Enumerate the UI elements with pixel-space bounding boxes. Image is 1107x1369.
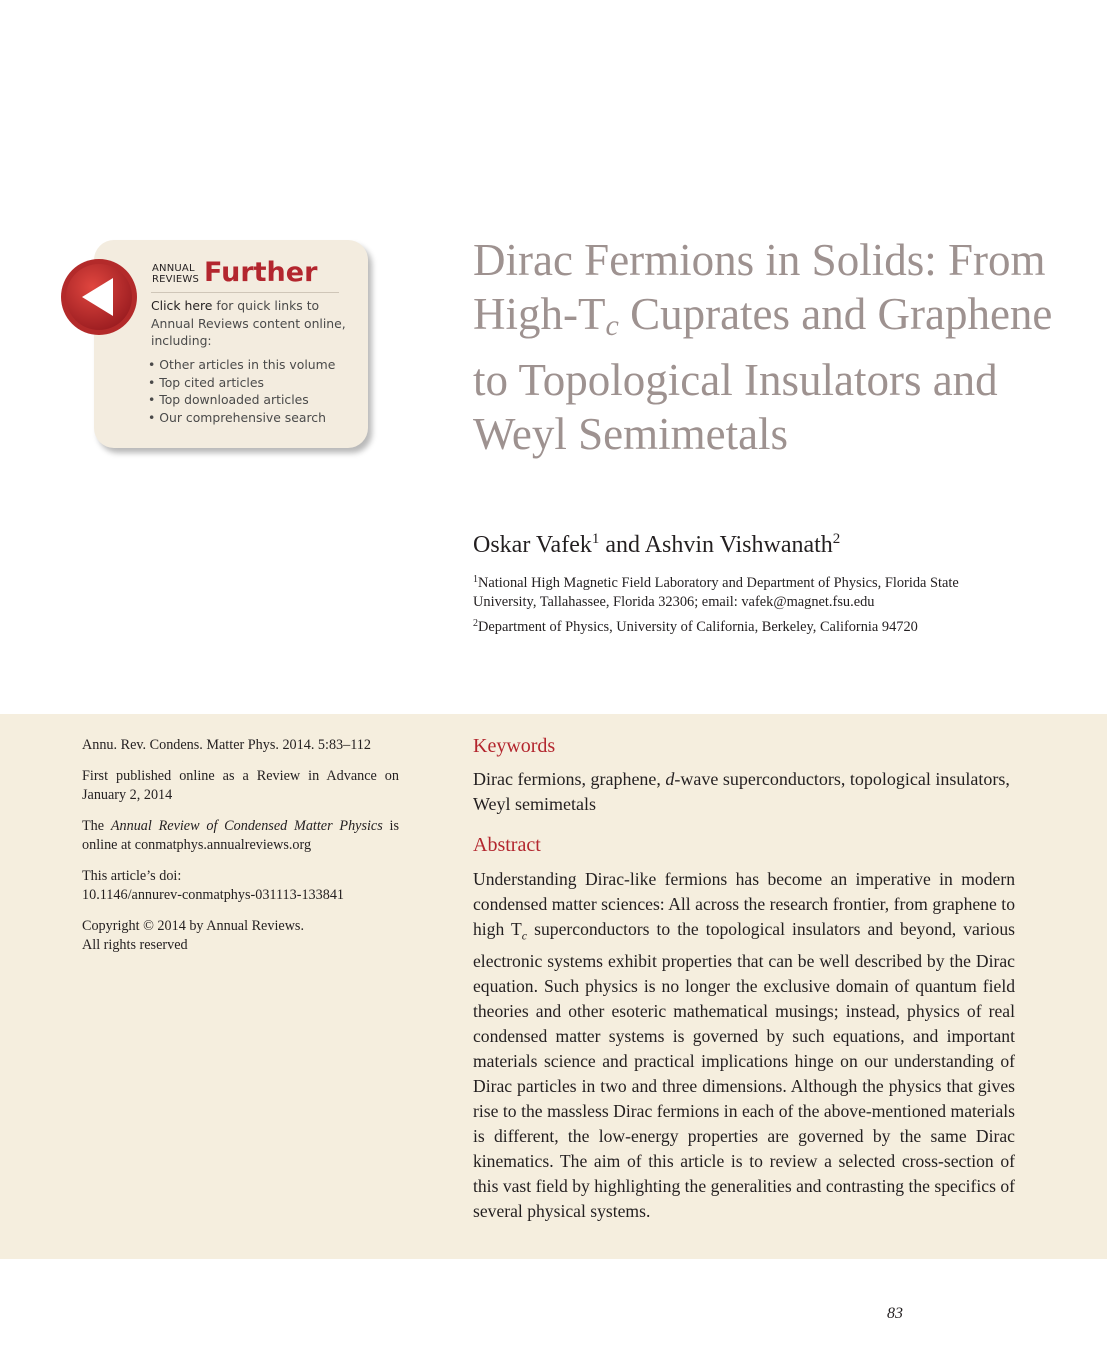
author-name: Ashvin Vishwanath (644, 532, 833, 558)
further-description-text: for quick links to Annual Reviews content online, including: (151, 298, 346, 348)
author-name: Oskar Vafek (473, 532, 592, 558)
further-title: Further (204, 257, 318, 288)
title-text-part1: Dirac Fermions in Solids: From High-T (473, 235, 1046, 339)
journal-note (82, 817, 399, 855)
keywords-text (473, 767, 1018, 817)
author-affiliation-marker: 1 (591, 531, 600, 547)
copyright-block (82, 917, 399, 955)
doi-value[interactable]: 10.1146/annurev-conmatphys-031113-133841 (82, 887, 345, 903)
keywords-pre: Dirac fermions, graphene, (473, 769, 666, 789)
further-divider (151, 292, 339, 293)
further-link-item[interactable]: • Top cited articles (148, 374, 264, 390)
keywords-post: -wave superconductors, topological insulators, Weyl semimetals (473, 769, 1010, 814)
publication-date: First published online as a Review in Advance on January 2, 2014 (82, 768, 399, 803)
abstract-post: superconductors to the topological insulators and beyond, various electronic systems exhibit properties that can be well described by the Dirac equation. Such physics is no longer the exclusive domain of quantum field theories and other esoteric mathematical musings; instead, physics of real condensed matter systems is governed by such equations, and important materials science and practical implications hinge on our understanding of Dirac particles in two and three dimensions. Although the physics that gives rise to the massless Dirac fermions in each of the above-mentioned materials is different, the low-energy properties are governed by the same Dirac kinematics. The aim of this article is to review a selected cross-section of this vast field by highlighting the generalities and contrasting the specifics of several physical systems. (473, 919, 1015, 1221)
reviews-label: REVIEWS (152, 274, 200, 285)
further-link-item[interactable]: • Our comprehensive search (148, 409, 326, 425)
journal-note-post: is online at conmatphys.annualreviews.org (82, 818, 399, 853)
affiliation-2 (473, 618, 1018, 637)
abstract-heading: Abstract (473, 834, 541, 856)
keywords-heading: Keywords (473, 735, 556, 757)
back-arrow-icon[interactable] (60, 258, 138, 336)
publication-sidebar (82, 736, 399, 967)
author-connector: and (599, 532, 645, 558)
abstract-text (473, 867, 1015, 1224)
rights-text: All rights reserved (82, 937, 188, 953)
affiliation-1 (473, 574, 1018, 612)
keywords-italic: d (665, 769, 675, 789)
copyright-text: Copyright © 2014 by Annual Reviews. (82, 918, 305, 934)
further-link-item[interactable]: • Other articles in this volume (148, 357, 336, 372)
affiliation-marker: 2 (473, 618, 478, 629)
annual-reviews-label (152, 263, 199, 285)
author-affiliation-marker: 2 (832, 531, 841, 547)
doi-block (82, 867, 399, 905)
abstract-pre: Understanding Dirac-like fermions has become an imperative in modern condensed matter sciences: All across the research frontier, from graphene to high T (473, 869, 1015, 939)
journal-name: Annual Review of Condensed Matter Physics (110, 818, 383, 834)
page-number: 83 (887, 1305, 903, 1322)
article-title (473, 233, 1073, 461)
abstract-subscript: c (521, 928, 528, 943)
affiliation-marker: 1 (473, 574, 478, 585)
citation: Annu. Rev. Condens. Matter Phys. 2014. 5:83–112 (82, 737, 371, 753)
affiliation-text: National High Magnetic Field Laboratory and Department of Physics, Florida State University, Tallahassee, Florida 32306; email: vafek@magnet.fsu.edu (473, 575, 959, 610)
affiliation-text: Department of Physics, University of California, Berkeley, California 94720 (478, 619, 918, 635)
doi-label: This article’s doi: (82, 868, 182, 884)
further-header (152, 259, 317, 287)
click-here-link[interactable]: Click here (151, 298, 213, 313)
author-line (473, 527, 840, 563)
journal-note-pre: The (82, 818, 111, 834)
further-links-list (148, 356, 335, 426)
annual-label: ANNUAL (152, 263, 195, 274)
further-description (151, 297, 351, 350)
title-subscript: c (605, 309, 619, 342)
title-text-part2: Cuprates and Graphene to Topological Insulators and Weyl Semimetals (473, 289, 1053, 459)
further-link-item[interactable]: • Top downloaded articles (148, 392, 309, 407)
